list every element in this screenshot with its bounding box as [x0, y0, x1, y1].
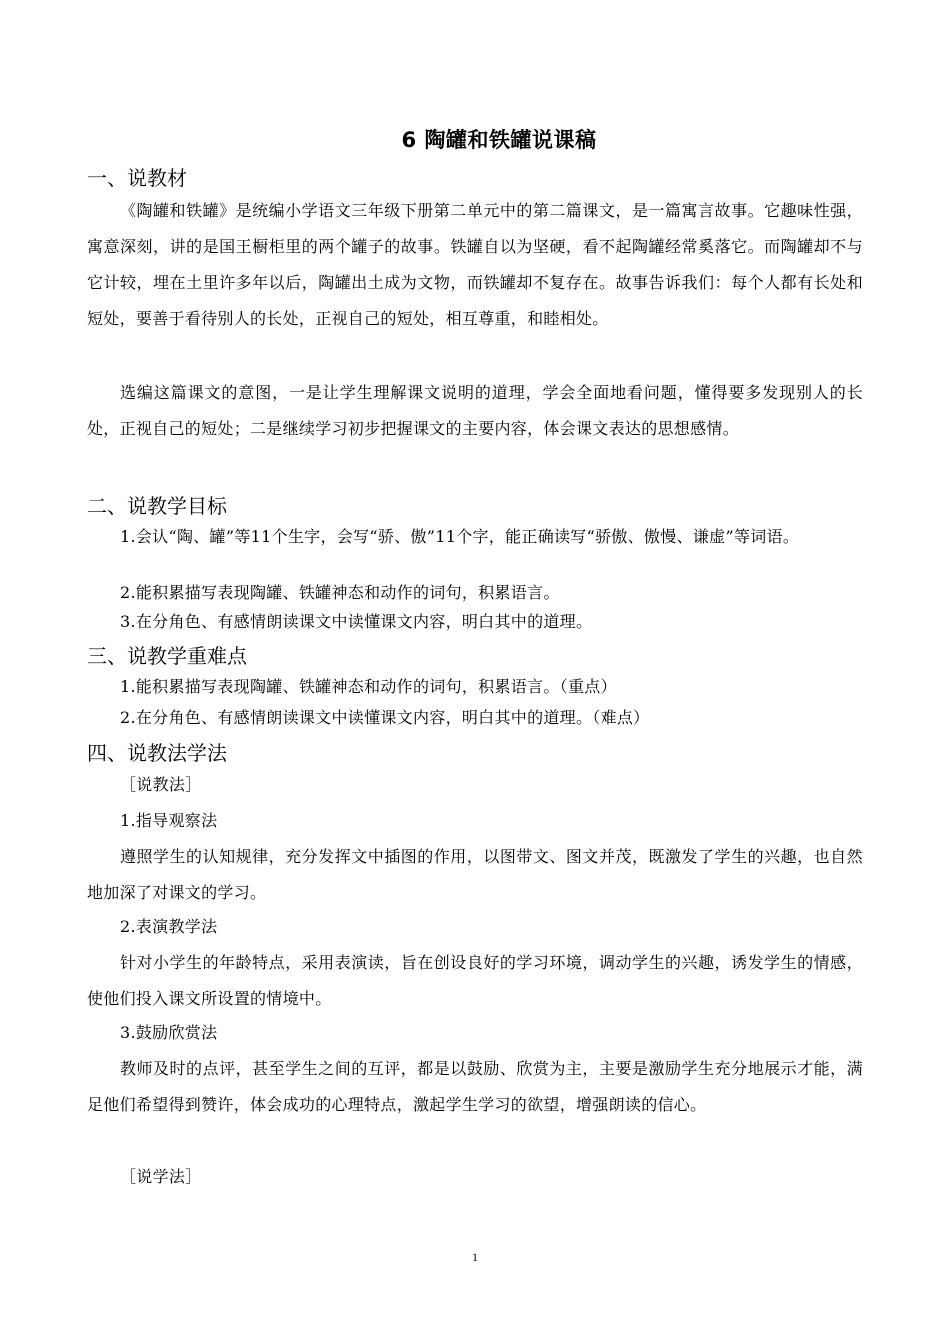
method-3-name: 3.鼓励欣赏法 [120, 1023, 218, 1042]
method-1-name: 1.指导观察法 [120, 811, 218, 830]
document-title: 6 陶罐和铁罐说课稿 [401, 128, 597, 152]
learning-method-label: ［说学法］ [120, 1167, 202, 1186]
page-number: 1 [472, 1250, 478, 1264]
objective-item-3: 3.在分角色、有感情朗读课文中读懂课文内容，明白其中的道理。 [120, 612, 593, 631]
method-2-name: 2.表演教学法 [120, 917, 218, 936]
method-1-text: 遵照学生的认知规律，充分发挥文中插图的作用，以图带文、图文并茂，既激发了学生的兴趣，也自然地加深了对课文的学习。 [87, 847, 863, 902]
method-3-text: 教师及时的点评，甚至学生之间的互评，都是以鼓励、欣赏为主，主要是激励学生充分地展示才能，满足他们希望得到赞许，体会成功的心理特点，激起学生学习的欲望，增强朗读的信心。 [87, 1059, 863, 1114]
section-heading-3: 三、说教学重难点 [87, 644, 247, 668]
objective-item-1: 1.会认“陶、罐”等11个生字，会写“骄、傲”11个字，能正确读写“骄傲、傲慢、谦虚”等词语。 [120, 527, 800, 546]
section-heading-4: 四、说教法学法 [87, 741, 227, 765]
section-heading-2: 二、说教学目标 [87, 494, 227, 518]
section-heading-1: 一、说教材 [87, 166, 187, 190]
key-point-item-2: 2.在分角色、有感情朗读课文中读懂课文内容，明白其中的道理。（难点） [120, 708, 650, 727]
method-2-text: 针对小学生的年龄特点，采用表演读，旨在创设良好的学习环境，调动学生的兴趣，诱发学生的情感，使他们投入课文所设置的情境中。 [87, 953, 863, 1008]
objective-item-2: 2.能积累描写表现陶罐、铁罐神态和动作的词句，积累语言。 [120, 583, 560, 602]
section-1-paragraph-2: 选编这篇课文的意图，一是让学生理解课文说明的道理，学会全面地看问题，懂得要多发现别人的长处，正视自己的短处；二是继续学习初步把握课文的主要内容，体会课文表达的思想感情。 [87, 383, 863, 438]
teaching-method-label: ［说教法］ [120, 775, 202, 794]
key-point-item-1: 1.能积累描写表现陶罐、铁罐神态和动作的词句，积累语言。（重点） [120, 677, 617, 696]
section-1-paragraph-1: 《陶罐和铁罐》是统编小学语文三年级下册第二单元中的第二篇课文，是一篇寓言故事。它趣味性强，寓意深刻，讲的是国王橱柜里的两个罐子的故事。铁罐自以为坚硬，看不起陶罐经常奚落它。而陶罐却不与它计较，埋在土里许多年以后，陶罐出土成为文物，而铁罐却不复存在。故事告诉我们：每个人都有长处和短处，要善于看待别人的长处，正视自己的短处，相互尊重，和睦相处。 [87, 201, 863, 328]
